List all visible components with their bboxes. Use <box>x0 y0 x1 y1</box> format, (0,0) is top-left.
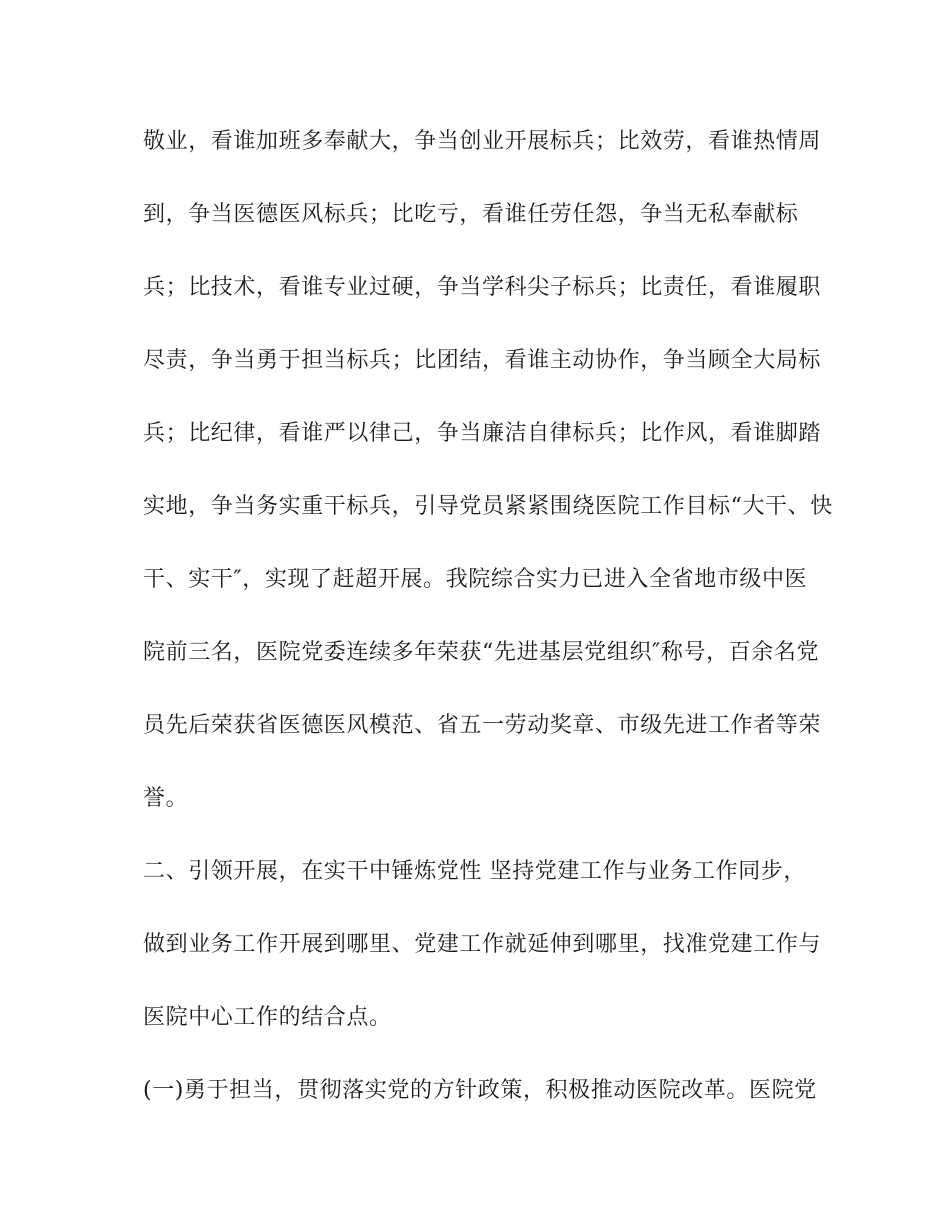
text-line: 尽责，争当勇于担当标兵；比团结，看谁主动协作，争当顾全大局标 <box>143 348 822 373</box>
text-line: 干、实干″，实现了赶超开展。我院综合实力已进入全省地市级中医 <box>143 567 808 592</box>
section-heading-line: 二、引领开展，在实干中锤炼党性 坚持党建工作与业务工作同步， <box>143 859 806 884</box>
text-line: 到，争当医德医风标兵；比吃亏，看谁任劳任怨，争当无私奉献标 <box>143 202 799 227</box>
text-line: 员先后荣获省医德医风模范、省五一劳动奖章、市级先进工作者等荣 <box>143 713 822 738</box>
text-line: 医院中心工作的结合点。 <box>143 1005 392 1030</box>
text-line: 院前三名，医院党委连续多年荣获“先进基层党组织″称号，百余名党 <box>143 640 820 665</box>
text-line: 誉。 <box>143 786 189 811</box>
subsection-heading-line: (一)勇于担当，贯彻落实党的方针政策，积极推动医院改革。医院党 <box>143 1078 817 1103</box>
text-line: 兵；比纪律，看谁严以律己，争当廉洁自律标兵；比作风，看谁脚踏 <box>143 421 822 446</box>
text-line: 实地，争当务实重干标兵，引导党员紧紧围绕医院工作目标“大干、快 <box>143 494 833 519</box>
text-line: 兵；比技术，看谁专业过硬，争当学科尖子标兵；比责任，看谁履职 <box>143 275 822 300</box>
text-line: 敬业，看谁加班多奉献大，争当创业开展标兵；比效劳，看谁热情周 <box>143 129 822 154</box>
text-line: 做到业务工作开展到哪里、党建工作就延伸到哪里，找准党建工作与 <box>143 932 822 957</box>
